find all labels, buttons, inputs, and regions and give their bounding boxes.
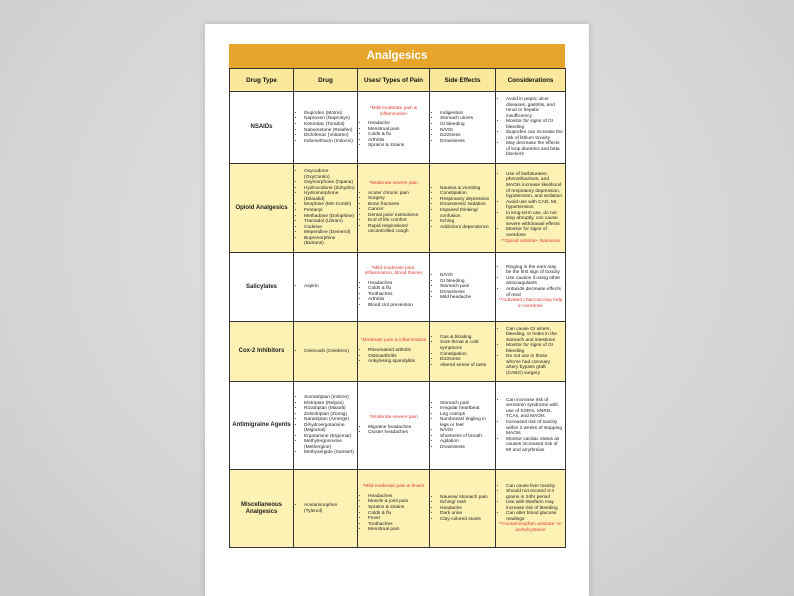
considerations-cell bbox=[496, 253, 566, 322]
list-item: • Dizziness bbox=[440, 357, 493, 363]
list-item: • Fentanyl bbox=[304, 208, 355, 214]
list-item: • N/V/D bbox=[440, 428, 493, 434]
drug-type-cell: NSAIDs bbox=[230, 92, 294, 164]
uses-cell bbox=[358, 382, 430, 470]
list-item: • Diclofenac (Voltaren) bbox=[304, 133, 355, 139]
header-side-effects: Side Effects bbox=[430, 69, 496, 92]
list-item: • Menstrual pain bbox=[368, 127, 427, 133]
table-body bbox=[230, 92, 566, 548]
list-item: • Do not use in those who've had coronary artery bypass graft (CABG) surgery bbox=[506, 354, 563, 376]
considerations-list bbox=[498, 484, 563, 523]
uses-note: *Moderate pain & inflammation bbox=[360, 338, 427, 344]
list-item: • Constipation bbox=[440, 191, 493, 197]
header-considerations: Considerations bbox=[496, 69, 566, 92]
list-item: • Colds & flu bbox=[368, 286, 427, 292]
side-effects-cell bbox=[430, 92, 496, 164]
list-item: • May decrease the effects of loop diuretics and beta blockers bbox=[506, 141, 563, 158]
list-item: • Fever bbox=[368, 516, 427, 522]
list-item: • Itching/ rash bbox=[440, 500, 493, 506]
list-item: • Gas & bloating bbox=[440, 335, 493, 341]
list-item: • Stomach ulcers bbox=[440, 116, 493, 122]
considerations-note: **Acetaminophen antidote- N-acetylcysteine bbox=[498, 522, 563, 533]
list-item: • Eletriptan (Relpax) bbox=[304, 401, 355, 407]
considerations-cell bbox=[496, 92, 566, 164]
list-item: • Numbness/ tingling in legs or feet bbox=[440, 417, 493, 428]
uses-note: *Mild-moderate pain, inflammation, blood thinner bbox=[364, 265, 423, 277]
list-item: • Surgery bbox=[368, 196, 427, 202]
drug-cell bbox=[294, 92, 358, 164]
list-item: • Morphine (MS-Contin) bbox=[304, 202, 355, 208]
side-effects-list bbox=[432, 401, 493, 451]
list-item: • Migraine headaches bbox=[368, 425, 427, 431]
drug-list bbox=[296, 169, 355, 247]
side-effects-list bbox=[432, 495, 493, 523]
list-item: • GI bleeding bbox=[440, 122, 493, 128]
list-item: • In long-term use, do not stop abruptly, can cause severe withdrawal effects bbox=[506, 211, 563, 228]
list-item: • Rizatriptan (Maxalt) bbox=[304, 406, 355, 412]
drug-list bbox=[296, 503, 355, 514]
drug-type-cell: Antimigraine Agents bbox=[230, 382, 294, 470]
side-effects-cell bbox=[430, 382, 496, 470]
uses-cell bbox=[358, 253, 430, 322]
list-item: • Stomach pain bbox=[440, 284, 493, 290]
uses-cell bbox=[358, 164, 430, 253]
considerations-list bbox=[498, 327, 563, 377]
list-item: • Monitor for signs of GI bleeding bbox=[506, 119, 563, 130]
list-item: • Sprains & strains bbox=[368, 143, 427, 149]
list-item: • Monitor for signs of overdose bbox=[506, 227, 563, 238]
side-effects-cell bbox=[430, 164, 496, 253]
list-item: • Mild headache bbox=[440, 295, 493, 301]
list-item: • Methylergonovine (Methergine) bbox=[304, 439, 355, 450]
list-item: • Ergotamine (Ergomar) bbox=[304, 434, 355, 440]
uses-cell bbox=[358, 470, 430, 548]
list-item: • Increased risk of toxicity within 2 weeks of stopping MAOIs bbox=[506, 420, 563, 437]
list-item: • Blood clot prevention bbox=[368, 303, 427, 309]
list-item: • Methadone (Dolophine) bbox=[304, 214, 355, 220]
drug-type-cell: Cox-2 Inhibitors bbox=[230, 322, 294, 382]
table-row bbox=[230, 382, 566, 470]
list-item: • Nabumetone (Relafen) bbox=[304, 128, 355, 134]
list-item: • Osteoarthritis bbox=[368, 354, 427, 360]
side-effects-cell bbox=[430, 322, 496, 382]
uses-note: *Moderate-severe pain bbox=[369, 181, 418, 187]
list-item: • Stomach pain bbox=[440, 401, 493, 407]
list-item: • Arthritis bbox=[368, 138, 427, 144]
list-item: • Zolmitriptan (Zomig) bbox=[304, 412, 355, 418]
list-item: • Nausea/ stomach pain bbox=[440, 495, 493, 501]
list-item: • Naproxen (Naprosyn) bbox=[304, 116, 355, 122]
drug-cell bbox=[294, 382, 358, 470]
list-item: • Hydromorphone (Dilaudid) bbox=[304, 191, 355, 202]
list-item: • Monitor cardiac status as causes increased risk of MI and arrythmias bbox=[506, 437, 563, 454]
uses-note: *Mild-moderate pain & inflammation bbox=[369, 106, 418, 117]
drug-list bbox=[296, 395, 355, 456]
table-row bbox=[230, 470, 566, 548]
list-item: • Can cause liver toxicity bbox=[506, 484, 563, 490]
list-item: • Should not exceed 3-4 grams in 24hr period bbox=[506, 489, 563, 500]
list-item: • Respiratory depression bbox=[440, 197, 493, 203]
list-item: • Headache bbox=[368, 121, 427, 127]
list-item: • Indomethacin (Indocin) bbox=[304, 139, 355, 145]
drug-cell bbox=[294, 322, 358, 382]
list-item: • Oxycodone (OxyContin) bbox=[304, 169, 355, 180]
list-item: • Drowsiness bbox=[440, 445, 493, 451]
considerations-note: **Activated charcoal may help in overdose bbox=[498, 298, 563, 309]
uses-list bbox=[360, 191, 427, 235]
list-item: • Agitation bbox=[440, 439, 493, 445]
table-row bbox=[230, 92, 566, 164]
side-effects-cell bbox=[430, 470, 496, 548]
list-item: • N/V/D bbox=[440, 128, 493, 134]
uses-cell bbox=[358, 322, 430, 382]
list-item: • Arthritis bbox=[368, 297, 427, 303]
list-item: • Menstrual pain bbox=[368, 527, 427, 533]
list-item: • Acetaminophen (Tylenol) bbox=[304, 503, 355, 514]
list-item: • Antacids decrease effects of med bbox=[506, 287, 563, 298]
drug-type-cell: Miscellaneous Analgesics bbox=[230, 470, 294, 548]
list-item: • Drowsiness bbox=[440, 139, 493, 145]
header-row bbox=[230, 69, 566, 92]
list-item: • N/V/D bbox=[440, 273, 493, 279]
list-item: • Addiction/ dependence bbox=[440, 225, 493, 231]
list-item: • Muscle & joint pain bbox=[368, 499, 427, 505]
list-item: • Dihydroergotamine (Migranal) bbox=[304, 423, 355, 434]
list-item: • GI bleeding bbox=[440, 279, 493, 285]
considerations-list bbox=[498, 97, 563, 158]
uses-list bbox=[360, 348, 427, 365]
uses-list bbox=[360, 281, 427, 309]
table-row bbox=[230, 322, 566, 382]
list-item: • Naratriptan (Amerge) bbox=[304, 417, 355, 423]
considerations-cell bbox=[496, 382, 566, 470]
uses-list bbox=[360, 494, 427, 533]
side-effects-list bbox=[432, 111, 493, 144]
list-item: • Headaches bbox=[368, 494, 427, 500]
list-item: • Use of barbiturates, phenothiazines, and MAOIs increase likelihood of respiratory depression, hypotension, and sedation bbox=[506, 172, 563, 200]
considerations-list bbox=[498, 265, 563, 298]
list-item: • Methysergide (Sansert) bbox=[304, 450, 355, 456]
list-item: • Leg cramps bbox=[440, 412, 493, 418]
list-item: • Acute/ chronic pain bbox=[368, 191, 427, 197]
list-item: • Ringing in the ears may be the first sign of toxicity bbox=[506, 265, 563, 276]
drug-type-cell: Salicylates bbox=[230, 253, 294, 322]
list-item: • Hydrocodone (Zohydro) bbox=[304, 186, 355, 192]
list-item: • Cancer bbox=[368, 207, 427, 213]
considerations-note: **Opioid antidote- Naloxone bbox=[500, 238, 561, 244]
list-item: • Bone fractures bbox=[368, 202, 427, 208]
header-drug-type: Drug Type bbox=[230, 69, 294, 92]
considerations-list bbox=[498, 172, 563, 239]
list-item: • Toothaches bbox=[368, 292, 427, 298]
uses-cell bbox=[358, 92, 430, 164]
list-item: • Use caution if using other anticoagulants bbox=[506, 276, 563, 287]
drug-cell bbox=[294, 470, 358, 548]
drug-list bbox=[296, 349, 355, 355]
list-item: • Colds & flu bbox=[368, 132, 427, 138]
drug-cell bbox=[294, 164, 358, 253]
list-item: • Drowsiness bbox=[440, 290, 493, 296]
list-item: • Itching bbox=[440, 219, 493, 225]
list-item: • Ankylosing spondylitis bbox=[368, 359, 427, 365]
drug-list bbox=[296, 111, 355, 144]
uses-list bbox=[360, 121, 427, 149]
side-effects-list bbox=[432, 186, 493, 230]
list-item: • Colds & flu bbox=[368, 511, 427, 517]
side-effects-list bbox=[432, 335, 493, 368]
table-row bbox=[230, 164, 566, 253]
list-item: • Constipation bbox=[440, 352, 493, 358]
side-effects-list bbox=[432, 273, 493, 301]
list-item: • Sore throat & cold symptoms bbox=[440, 340, 493, 351]
list-item: • Meperidine (Demerol) bbox=[304, 230, 355, 236]
document-page bbox=[205, 24, 589, 596]
list-item: • Altered sense of taste bbox=[440, 363, 493, 369]
uses-list bbox=[360, 425, 427, 436]
list-item: • Monitor for signs of GI bleeding bbox=[506, 343, 563, 354]
list-item: • Dark urine bbox=[440, 511, 493, 517]
list-item: • Impaired thinking/ confusion bbox=[440, 208, 493, 219]
header-uses: Uses/ Types of Pain bbox=[358, 69, 430, 92]
list-item: • Headache bbox=[440, 506, 493, 512]
drug-cell bbox=[294, 253, 358, 322]
uses-note: *Moderate-severe pain bbox=[369, 415, 418, 421]
list-item: • End of life comfort bbox=[368, 218, 427, 224]
list-item: • Irregular heartbeat bbox=[440, 406, 493, 412]
list-item: • Nausea & vomiting bbox=[440, 186, 493, 192]
considerations-cell bbox=[496, 164, 566, 253]
uses-note: *Mild-moderate pain & fevers bbox=[362, 484, 425, 490]
list-item: • Can cause GI ulcers, bleeding, or holes in the stomach and intestines bbox=[506, 327, 563, 344]
list-item: • Sumatriptan (Imitrex) bbox=[304, 395, 355, 401]
list-item: • Celecoxib (Celebrex) bbox=[304, 349, 355, 355]
list-item: • Headaches bbox=[368, 281, 427, 287]
list-item: • Dental pain/ extractions bbox=[368, 213, 427, 219]
list-item: • Tramadol (Ultram) bbox=[304, 219, 355, 225]
list-item: • Cluster headaches bbox=[368, 430, 427, 436]
list-item: • Avoid in peptic ulcer diseases, gastritis, and renal or hepatic insufficiency bbox=[506, 97, 563, 119]
considerations-list bbox=[498, 398, 563, 453]
list-item: • Rapid respirations/ uncontrolled cough bbox=[368, 224, 427, 235]
page-title: Analgesics bbox=[229, 44, 565, 68]
drug-type-cell: Opioid Analgesics bbox=[230, 164, 294, 253]
list-item: • Can alter blood glucose readings bbox=[506, 511, 563, 522]
list-item: • Buprenorphine (Butrans) bbox=[304, 236, 355, 247]
list-item: • Ibuprofen (Motrin) bbox=[304, 111, 355, 117]
list-item: • Aspirin bbox=[304, 284, 355, 290]
considerations-cell bbox=[496, 322, 566, 382]
list-item: • Ibuprofen can increase the risk of lithium toxicity bbox=[506, 130, 563, 141]
list-item: • Toothaches bbox=[368, 522, 427, 528]
list-item: • Use with Warfarin may increase risk of bleeding bbox=[506, 500, 563, 511]
list-item: • Shortness of breath bbox=[440, 434, 493, 440]
table-row bbox=[230, 253, 566, 322]
side-effects-cell bbox=[430, 253, 496, 322]
considerations-cell bbox=[496, 470, 566, 548]
list-item: • Codeine bbox=[304, 225, 355, 231]
analgesics-table bbox=[229, 68, 566, 548]
list-item: • Avoid use with CAD, MI, hypertension bbox=[506, 200, 563, 211]
list-item: • Can increase risk of serotonin syndrome with use of SSRIs, SNRIs, TCAs, and MAOIs bbox=[506, 398, 563, 420]
list-item: • Sprains & strains bbox=[368, 505, 427, 511]
list-item: • Ketorolac (Toradol) bbox=[304, 122, 355, 128]
list-item: • Drowsiness/ sedation bbox=[440, 202, 493, 208]
drug-list bbox=[296, 284, 355, 290]
list-item: • Rheumatoid arthritis bbox=[368, 348, 427, 354]
header-drug: Drug bbox=[294, 69, 358, 92]
list-item: • Clay-colored stools bbox=[440, 517, 493, 523]
list-item: • Oxymorphone (Opana) bbox=[304, 180, 355, 186]
list-item: • Indigestion bbox=[440, 111, 493, 117]
list-item: • Dizziness bbox=[440, 133, 493, 139]
